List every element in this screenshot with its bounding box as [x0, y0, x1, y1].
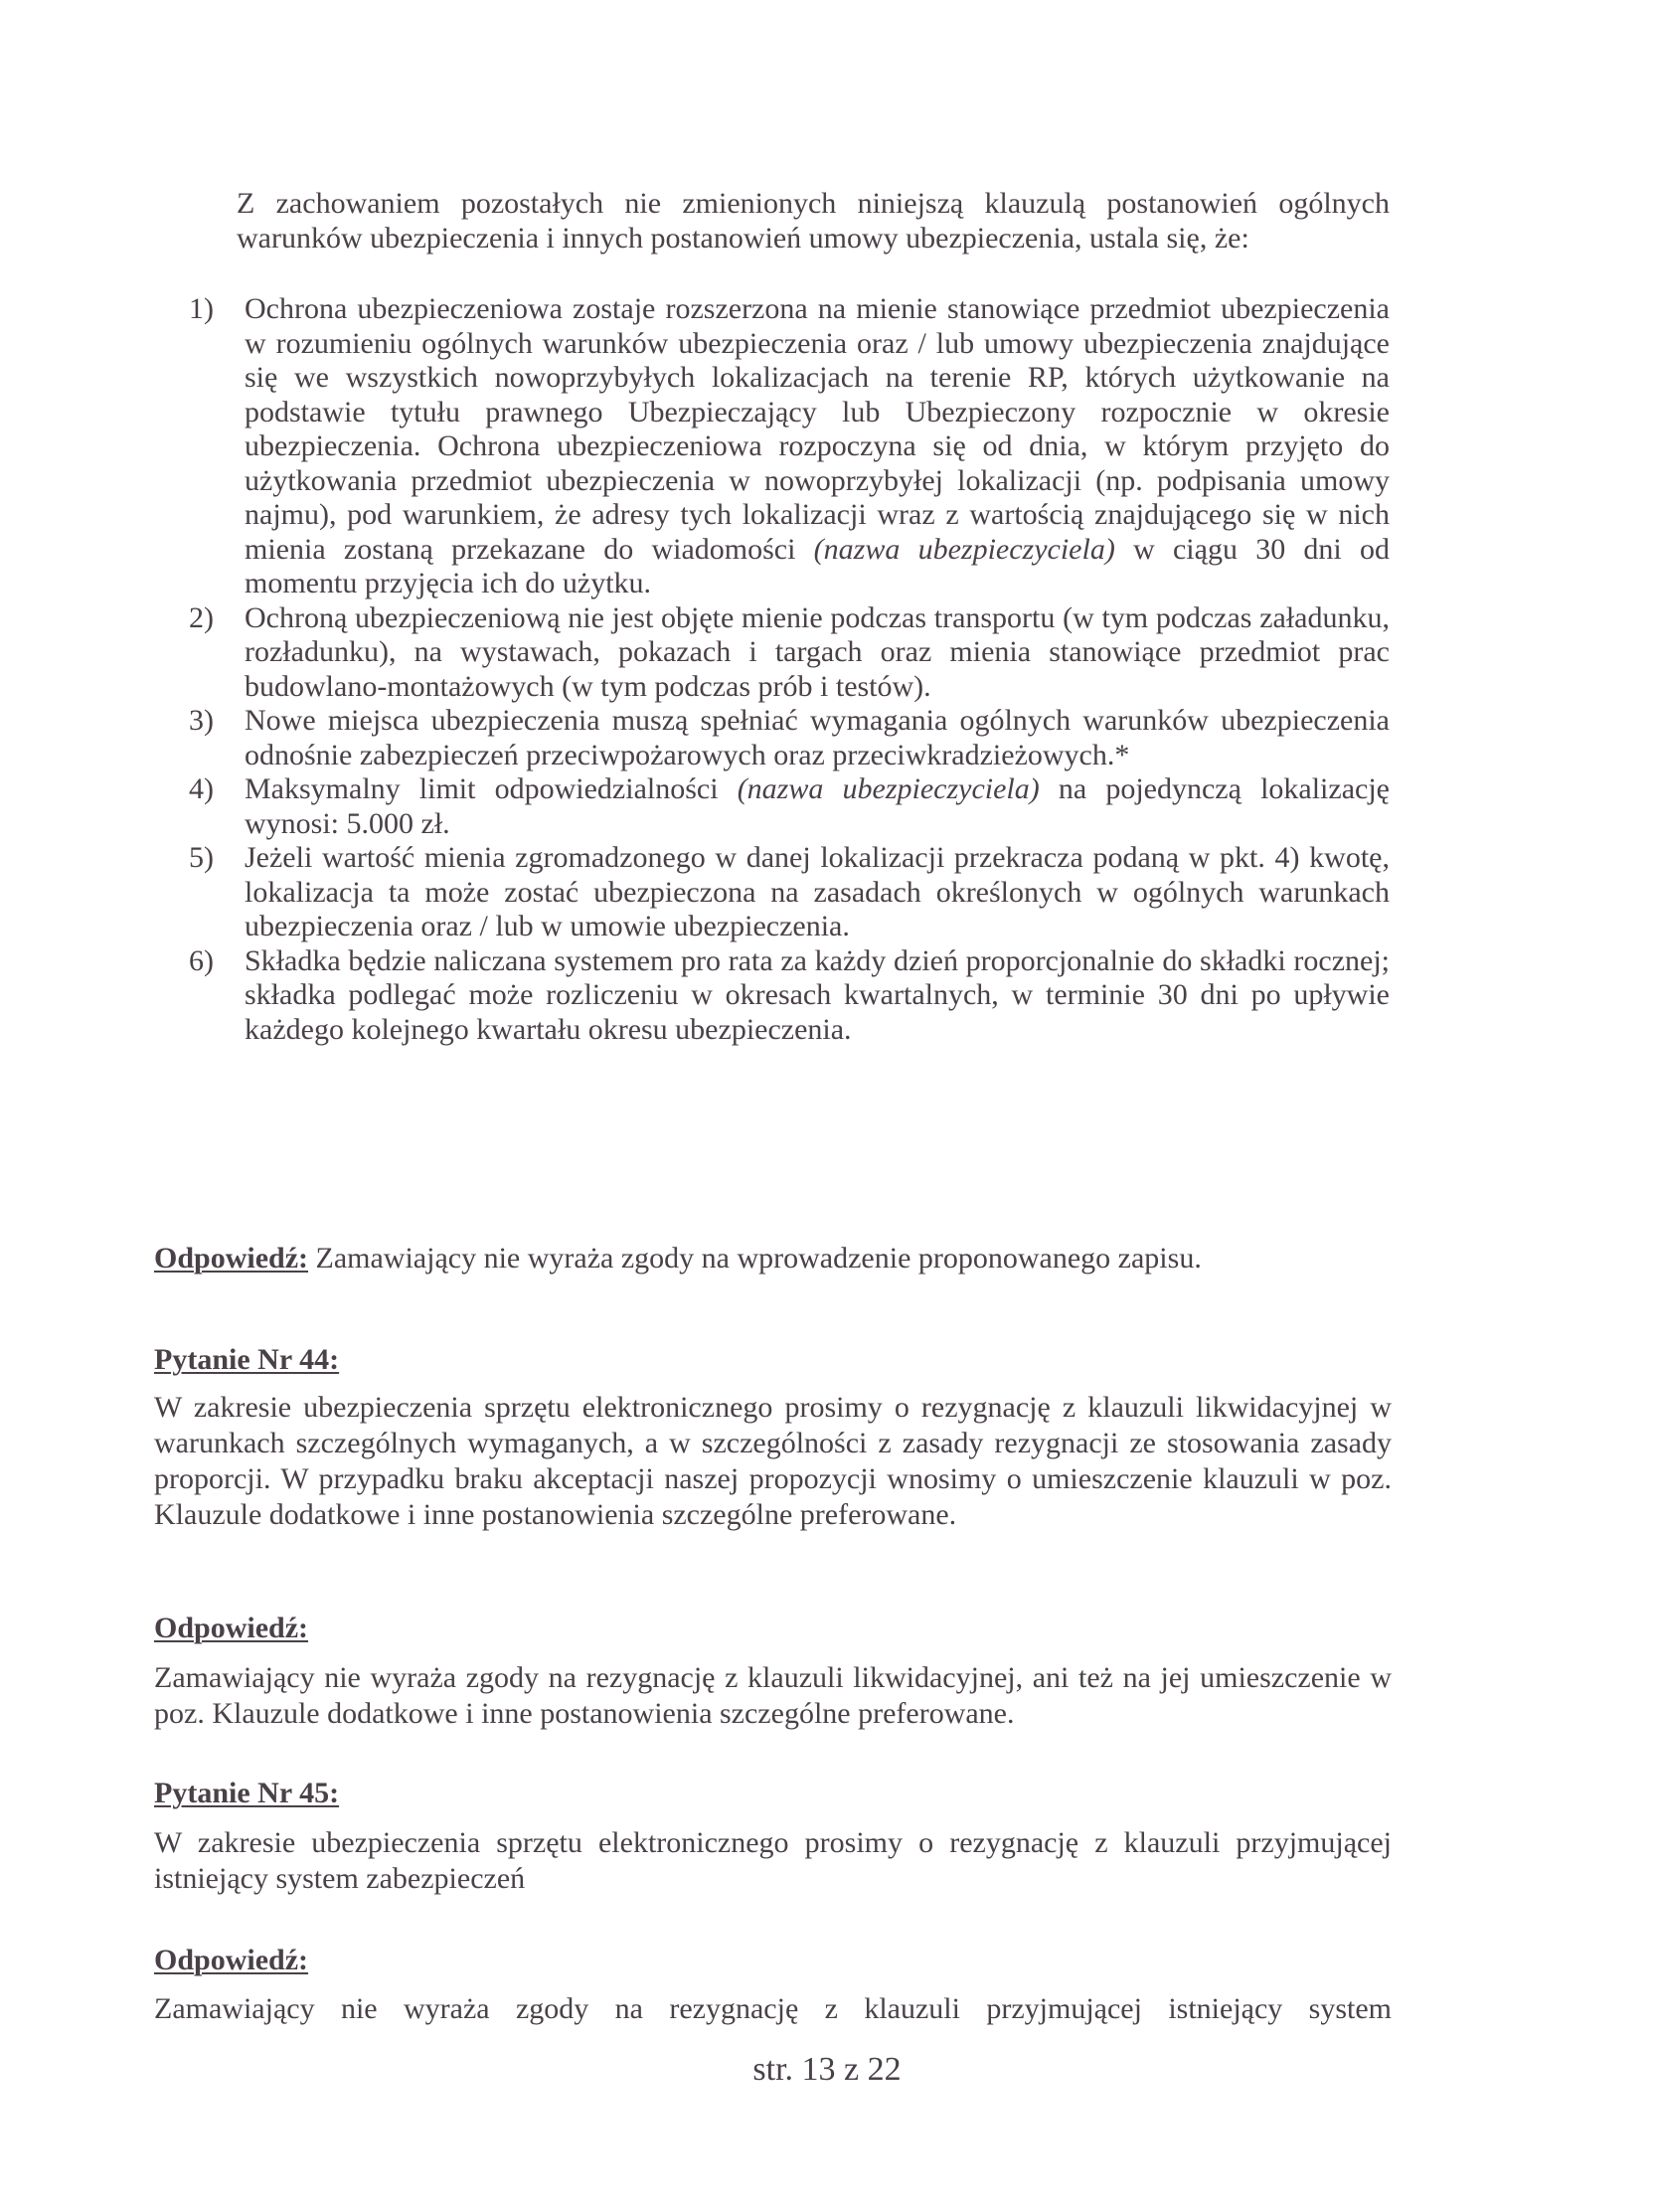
question-44-text: W zakresie ubezpieczenia sprzętu elektronicznego prosimy o rezygnację z klauzuli likwidacyjnej w warunkach szczególnych wymaganych, a w szczególności z zasady rezygnacji ze stosowania zasady proporcji. W przypadku braku akceptacji naszej propozycji wnosimy o umieszczenie klauzuli w poz. Klauzule dodatkowe i inne postanowienia szczególne preferowane. [154, 1391, 1392, 1531]
insurer-placeholder: (nazwa ubezpieczyciela) [737, 772, 1040, 805]
list-item-text-cont: w ciągu 30 dni od momentu przyjęcia ich do użytku. [245, 532, 1391, 599]
answer-text: Zamawiający nie wyraża zgody na wprowadzenie proponowanego zapisu. [315, 1242, 1202, 1275]
list-number: 4) [189, 772, 214, 805]
list-item [189, 944, 1390, 1048]
answer-45-heading: Odpowiedź: [154, 1944, 309, 1976]
list-item-text-cont: na pojedynczą lokalizację wynosi: 5.000 zł. [245, 772, 1390, 840]
list-item [189, 841, 1390, 944]
list-item-text: Składka będzie naliczana systemem pro rata za każdy dzień proporcjonalnie do składki rocznej; składka podlegać może rozliczeniu w okresach kwartalnych, w terminie 30 dni po upływie każdego kolejnego kwartału okresu ubezpieczenia. [245, 943, 1390, 1046]
list-number: 6) [189, 943, 214, 977]
list-item-text: Jeżeli wartość mienia zgromadzonego w danej lokalizacji przekracza podaną w pkt. 4) kwotę, lokalizacja ta może zostać ubezpieczona na zasadach określonych w ogólnych warunkach ubezpieczenia oraz / lub w umowie ubezpieczenia. [245, 841, 1390, 942]
list-item-text: Maksymalny limit odpowiedzialności [245, 772, 719, 805]
answer-43 [154, 1241, 1392, 1276]
list-item-text: Ochrona ubezpieczeniowa zostaje rozszerzona na mienie stanowiące przedmiot ubezpieczenia w rozumieniu ogólnych warunków ubezpieczenia oraz / lub umowy ubezpieczenia znajdujące się we wszystkich nowoprzybyłych lokalizacjach na terenie RP, których użytkowanie na podstawie tytułu prawnego Ubezpieczający lub Ubezpieczony rozpocznie w okresie ubezpieczenia. Ochrona ubezpieczeniowa rozpoczyna się od dnia, w którym przyjęto do użytkowania przedmiot ubezpieczenia w nowoprzybyłej lokalizacji (np. podpisania umowy najmu), pod warunkiem, że adresy tych lokalizacji wraz z wartością znajdującego się w nich mienia zostaną przekazane do wiadomości [245, 292, 1390, 566]
list-number: 5) [189, 841, 214, 874]
intro-paragraph: Z zachowaniem pozostałych nie zmienionych niniejszą klauzulą postanowień ogólnych warunków ubezpieczenia i innych postanowień umowy ubezpieczenia, ustala się, że: [237, 187, 1390, 255]
list-number: 1) [189, 292, 214, 325]
list-item [189, 772, 1390, 841]
list-item [189, 292, 1390, 601]
question-45-heading: Pytanie Nr 45: [154, 1777, 340, 1809]
clause-list [189, 292, 1390, 1047]
answer-44-text: Zamawiający nie wyraża zgody na rezygnację z klauzuli likwidacyjnej, ani też na jej umieszczenie w poz. Klauzule dodatkowe i inne postanowienia szczególne preferowane. [154, 1661, 1392, 1730]
insurer-placeholder: (nazwa ubezpieczyciela) [813, 532, 1115, 566]
list-item [189, 704, 1390, 772]
answer-45-text: Zamawiający nie wyraża zgody na rezygnację z klauzuli przyjmującej istniejący system [154, 1992, 1392, 2025]
question-45-text: W zakresie ubezpieczenia sprzętu elektronicznego prosimy o rezygnację z klauzuli przyjmującej istniejący system zabezpieczeń [154, 1826, 1392, 1895]
list-item [189, 601, 1390, 705]
list-number: 2) [189, 600, 214, 634]
list-item-text: Nowe miejsca ubezpieczenia muszą spełniać wymagania ogólnych warunków ubezpieczenia odnośnie zabezpieczeń przeciwpożarowych oraz przeciwkradzieżowych.* [245, 704, 1390, 771]
list-number: 3) [189, 704, 214, 737]
page-number: str. 13 z 22 [752, 2051, 902, 2088]
answer-label: Odpowiedź: [154, 1242, 309, 1275]
list-item-text: Ochroną ubezpieczeniową nie jest objęte mienie podczas transportu (w tym podczas załadunku, rozładunku), na wystawach, pokazach i targach oraz mienia stanowiące przedmiot prac budowlano-montażowych (w tym podczas prób i testów). [245, 600, 1390, 703]
question-44-heading: Pytanie Nr 44: [154, 1343, 340, 1376]
answer-44-heading: Odpowiedź: [154, 1612, 309, 1644]
